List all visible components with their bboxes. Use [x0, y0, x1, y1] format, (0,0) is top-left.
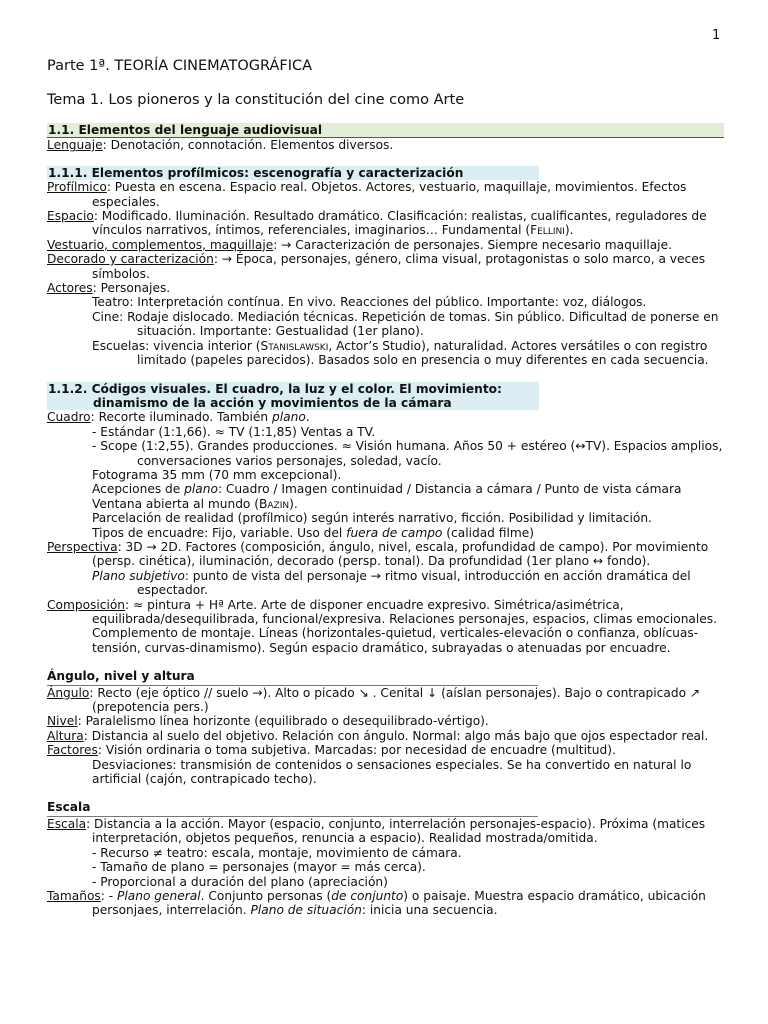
paragraph-vestuario: [47, 238, 727, 252]
italic-plano-subjetivo: Plano subjetivo: [92, 568, 185, 583]
italic-de-conjunto: de conjunto: [331, 888, 404, 903]
italic-plano-general: Plano general: [117, 888, 201, 903]
text-cuadro-end: .: [305, 410, 310, 425]
paragraph-tamano: - Tamaño de plano = personajes (mayor = más cerca).: [92, 860, 426, 875]
name-fellini: Fellini: [530, 223, 565, 238]
term-composicion: Composición: [47, 597, 126, 612]
term-altura: Altura: [47, 728, 84, 743]
name-stanislawski: Stanislawski: [260, 338, 329, 353]
heading-escala: Escala: [47, 800, 538, 816]
text-ventana-a: Ventana abierta al mundo (: [92, 496, 260, 511]
paragraph-composicion: [47, 598, 727, 656]
paragraph-proporcional: - Proporcional a duración del plano (apreciación): [92, 874, 388, 889]
paragraph-fotograma: Fotograma 35 mm (70 mm excepcional).: [92, 467, 342, 482]
text-perspectiva: : 3D → 2D. Factores (composición, ángulo, nivel, escala, profundidad de campo). Por movimiento (persp. cinética), iluminación, decorado (persp. tonal). Da profundidad (1er plano ↔ fondo).: [92, 539, 709, 569]
text-actores: : Personajes.: [92, 281, 171, 296]
text-nivel: : Paralelismo línea horizonte (equilibrado o desequilibrado-vértigo).: [77, 714, 489, 729]
text-escuelas-a: Escuelas: vivencia interior (: [92, 338, 261, 353]
term-profilmico: Profílmico: [47, 180, 107, 195]
paragraph-angulo: [47, 686, 727, 715]
heading-1-1-2-line-1: 1.1.2. Códigos visuales. El cuadro, la luz y el color. El movimiento:: [48, 381, 502, 396]
paragraph-lenguaje: [47, 138, 727, 152]
term-tamanos: Tamaños: [47, 888, 101, 903]
text-factores: : Visión ordinaria o toma subjetiva. Marcadas: por necesidad de encuadre (multitud).: [97, 743, 616, 758]
text-tipos-a: Tipos de encuadre: Fijo, variable. Uso del: [92, 525, 347, 540]
term-nivel: Nivel: [47, 714, 78, 729]
heading-angulo-nivel-altura: Ángulo, nivel y altura: [47, 669, 538, 685]
paragraph-escala: [47, 817, 727, 846]
paragraph-desviaciones: Desviaciones: transmisión de contenidos o sensaciones especiales. Se ha convertido en natural lo artificial (cajón, contrapicado techo).: [92, 757, 692, 787]
page-number: 1: [712, 28, 721, 43]
text-tamanos-a: : -: [100, 888, 118, 903]
text-tamanos-b: . Conjunto personas (: [200, 888, 332, 903]
text-lenguaje: : Denotación, connotación. Elementos diversos.: [102, 138, 394, 153]
text-decorado: : → Época, personajes, género, clima visual, protagonistas o solo marco, a veces símbolos.: [92, 252, 706, 281]
part-title: Parte 1ª. TEORÍA CINEMATOGRÁFICA: [47, 58, 313, 74]
paragraph-parcelacion: Parcelación de realidad (profílmico) según interés narrativo, ficción. Posibilidad y limitación.: [92, 511, 652, 526]
section-heading-1-1: 1.1. Elementos del lenguaje audiovisual: [47, 123, 724, 138]
paragraph-perspectiva: [47, 540, 727, 569]
paragraph-estandar: - Estándar (1:1,66). ≈ TV (1:1,85) Ventas a TV.: [92, 424, 376, 439]
paragraph-escuelas: [47, 339, 727, 368]
paragraph-recurso: - Recurso ≠ teatro: escala, montaje, movimiento de cámara.: [92, 845, 462, 860]
paragraph-tamanos: [47, 889, 727, 918]
paragraph-tipos: [47, 526, 727, 540]
italic-fuera-de-campo: fuera de campo: [346, 525, 443, 540]
text-angulo: : Recto (eje óptico // suelo →). Alto o picado ↘ . Cenital ↓ (aíslan personajes). Bajo o contrapicado ↗ (prepotencia pers.): [89, 685, 701, 715]
paragraph-nivel: [47, 714, 727, 728]
text-escuelas-b: , Actor’s Studio), naturalidad. Actores versátiles o con registro limitado (papeles parecidos). Basados solo en presencia o muy diferentes en cada secuencia.: [137, 338, 709, 368]
text-tamanos-d: : inicia una secuencia.: [361, 903, 498, 918]
document-body: [47, 123, 727, 918]
paragraph-cine: Cine: Rodaje dislocado. Mediación técnicas. Repetición de tomas. Sin público. Dificultad de ponerse en situación. Importante: Gestualidad (1er plano).: [92, 309, 719, 339]
term-espacio: Espacio: [47, 209, 94, 224]
paragraph-actores: [47, 281, 727, 295]
term-vestuario: Vestuario, complementos, maquillaje: [47, 237, 274, 252]
term-factores: Factores: [47, 743, 98, 758]
text-plano-subjetivo: : punto de vista del personaje → ritmo visual, introducción en acción dramática del espectador.: [137, 568, 691, 598]
text-espacio-end: ).: [564, 223, 574, 238]
text-tamanos-c: ) o paisaje. Muestra espacio dramático, ubicación personjaes, interrelación.: [92, 888, 706, 918]
text-profilmico: : Puesta en escena. Espacio real. Objetos. Actores, vestuario, maquillaje, movimientos. Efectos especiales.: [92, 180, 687, 209]
paragraph-profilmico: [47, 180, 727, 209]
text-altura: : Distancia al suelo del objetivo. Relación con ángulo. Normal: algo más bajo que ojos espectador real.: [83, 728, 709, 743]
italic-plano: plano: [272, 410, 306, 425]
paragraph-espacio: [47, 209, 727, 238]
text-acepciones-b: : Cuadro / Imagen continuidad / Distancia a cámara / Punto de vista cámara: [217, 482, 682, 497]
term-cuadro: Cuadro: [47, 410, 91, 425]
topic-title: Tema 1. Los pioneros y la constitución del cine como Arte: [47, 92, 465, 108]
paragraph-teatro: Teatro: Interpretación contínua. En vivo. Reacciones del público. Importante: voz, diálogos.: [92, 295, 647, 310]
text-tipos-b: (calidad filme): [442, 525, 534, 540]
term-perspectiva: Perspectiva: [47, 539, 118, 554]
italic-plano-de-situacion: Plano de situación: [250, 903, 362, 918]
text-composicion: : ≈ pintura + Hª Arte. Arte de disponer encuadre expresivo. Simétrica/asimétrica, equilibrada/desequilibrada, funcional/expresiva. Relaciones personajes, espacios, climas emocionales. Complemento de montaje. Líneas (horizontales-quietud, verticales-elevación o confianza, oblícuas-tensión, curvas-dinamismo). Según espacio dramático, subrayadas o atenuadas por encuadre.: [92, 597, 718, 655]
term-actores: Actores: [47, 281, 93, 296]
paragraph-altura: [47, 729, 727, 743]
term-lenguaje: Lenguaje: [47, 138, 103, 153]
term-decorado: Decorado y caracterización: [47, 252, 214, 267]
name-bazin: Bazin: [259, 496, 290, 511]
heading-1-1-2-line-2: dinamismo de la acción y movimientos de la cámara: [93, 395, 452, 410]
section-heading-1-1-1: 1.1.1. Elementos profílmicos: escenografía y caracterización: [47, 166, 539, 180]
paragraph-scope: - Scope (1:2,55). Grandes producciones. ≈ Visión humana. Años 50 + estéreo (↔TV). Espacios amplios, conversaciones varios personajes, soledad, vacío.: [92, 439, 723, 468]
text-escala: : Distancia a la acción. Mayor (espacio, conjunto, interrelación personajes-espacio). Próxima (matices interpretación, objetos pequeños, renuncia a espacio). Realidad mostrada/omitida.: [86, 816, 706, 846]
term-escala: Escala: [47, 816, 87, 831]
italic-plano-2: plano: [184, 482, 218, 497]
text-espacio: : Modificado. Iluminación. Resultado dramático. Clasificación: realistas, cualificantes, reguladores de vínculos narrativos, íntimos, referenciales, imaginarios… Fundamental (: [92, 209, 707, 238]
term-angulo: Ángulo: [47, 685, 90, 700]
text-acepciones-a: Acepciones de: [92, 482, 185, 497]
paragraph-decorado: [47, 252, 727, 281]
section-heading-1-1-2: [47, 382, 539, 411]
text-vestuario: : → Caracterización de personajes. Siempre necesario maquillaje.: [273, 237, 672, 252]
paragraph-factores: [47, 743, 727, 757]
paragraph-plano-subjetivo: [47, 569, 727, 598]
text-cuadro: : Recorte iluminado. También: [90, 410, 273, 425]
paragraph-cuadro: [47, 410, 727, 424]
paragraph-ventana: [47, 497, 727, 511]
text-ventana-b: ).: [289, 496, 298, 511]
paragraph-acepciones: [47, 482, 727, 496]
